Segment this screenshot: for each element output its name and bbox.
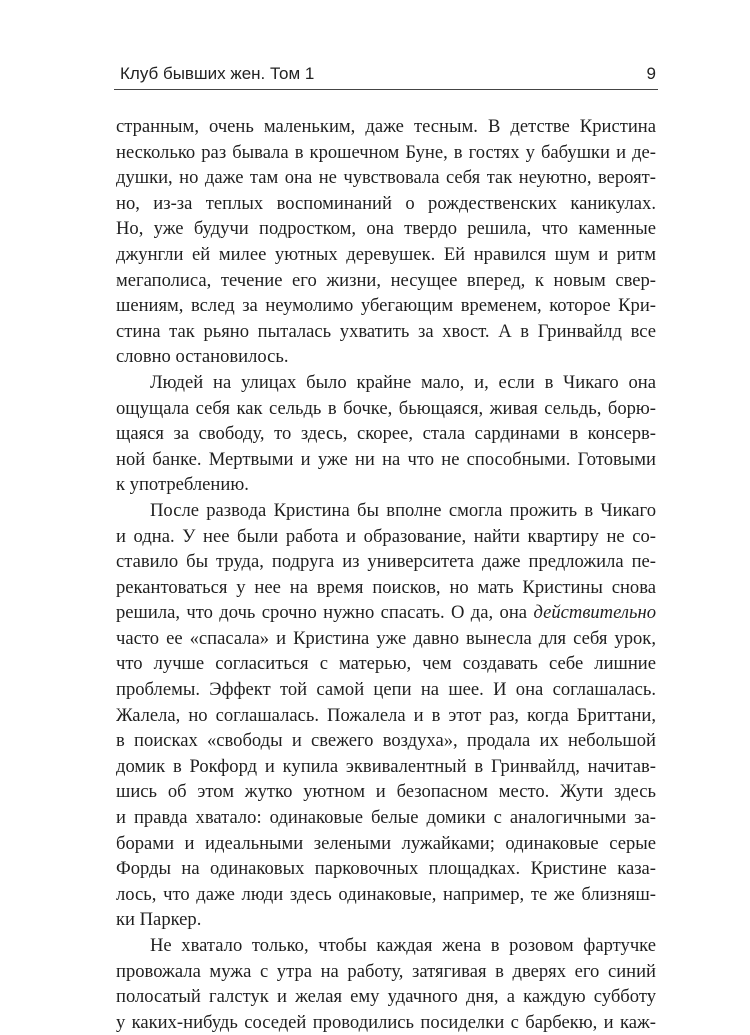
text-line: ставило бы труда, подруга из университета даже предложила пе- [116,551,656,573]
running-header [120,58,656,84]
text-line: шениям, вслед за неумолимо убегающим временем, которое Кри- [116,295,656,317]
text-line: проблемы. Эффект той самой цепи на шее. И она соглашалась. [116,679,656,701]
text-line: Жалела, но соглашалась. Пожалела и в этот раз, когда Бриттани, [116,704,656,726]
text-line: После развода Кристина бы вполне смогла прожить в Чикаго [150,499,656,521]
text-line: несколько раз бывала в крошечном Буне, в гостях у бабушки и де- [116,141,656,163]
text-line: душки, но даже там она не чувствовала себя так неуютно, вероят- [116,167,656,189]
text-line: стина так рьяно пыталась ухватить за хвост. А в Гринвайлд все [116,320,656,342]
text-line: в поисках «свободы и свежего воздуха», продала их небольшой [116,730,656,752]
text-line: провожала мужа с утра на работу, затягивая в дверях его синий [116,960,656,982]
text-line: Не хватало только, чтобы каждая жена в розовом фартучке [150,935,656,956]
text-line: ощущала себя как сельдь в бочке, бьющаяся, живая сельдь, борю- [116,397,656,419]
text-line: но, из-за теплых воспоминаний о рождественских каникулах. [116,192,656,214]
paragraph [116,933,656,1035]
text-line: и правда хватало: одинаковые белые домики с аналогичными за- [116,807,656,829]
text-line: домик в Рокфорд и купила эквивалентный в Гринвайлд, начитав- [116,755,656,777]
page-number: 9 [646,64,656,83]
book-title: Клуб бывших жен. Том 1 [120,64,315,83]
text-line: Форды на одинаковых парковочных площадках. Кристине каза- [116,858,656,880]
paragraph [116,370,656,498]
text-line: борами и идеальными зелеными лужайками; одинаковые серые [116,832,656,854]
text-line: ной банке. Мертвыми и уже ни на что не способными. Готовыми [116,448,656,470]
text-line: Людей на улицах было крайне мало, и, если в Чикаго она [150,371,656,393]
text-line: шись об этом жутко уютном и безопасном место. Жути здесь [116,781,656,803]
text-line: странным, очень маленьким, даже тесным. В детстве Кристина [116,116,656,137]
body-text [116,114,656,1035]
text-line: джунгли ей милее уютных деревушек. Ей нравился шум и ритм [116,243,656,265]
text-line: Но, уже будучи подростком, она твердо решила, что каменные [116,218,656,240]
text-line-part: решила, что дочь срочно нужно спасать. О да, она [116,602,534,624]
text-line: к употреблению. [116,474,249,496]
paragraph [116,114,656,370]
text-line: ки Паркер. [116,909,202,931]
text-line: у каких-нибудь соседей проводились посиделки с барбекю, и каж- [116,1011,656,1033]
text-line: словно остановилось. [116,346,289,368]
text-line: лось, что даже люди здесь одинаковые, например, те же близняш- [116,883,656,905]
text-line: рекантоваться у нее на время поисков, но мать Кристины снова [116,576,656,598]
text-line: что лучше согласиться с матерью, чем создавать себе лишние [116,653,656,675]
text-line: щаяся за свободу, то здесь, скорее, стала сардинами в консерв- [116,423,656,445]
italic-word: действительно [533,602,656,624]
text-line: полосатый галстук и желая ему удачного дня, а каждую субботу [116,986,656,1008]
paragraph [116,498,656,933]
text-line-with-italic [116,600,656,626]
text-line: и одна. У нее были работа и образование, найти квартиру не со- [116,525,656,547]
text-line: часто ее «спасала» и Кристина уже давно вынесла для себя урок, [116,627,656,649]
header-rule [114,89,658,90]
text-line: мегаполиса, течение его жизни, несущее вперед, к новым свер- [116,269,656,291]
